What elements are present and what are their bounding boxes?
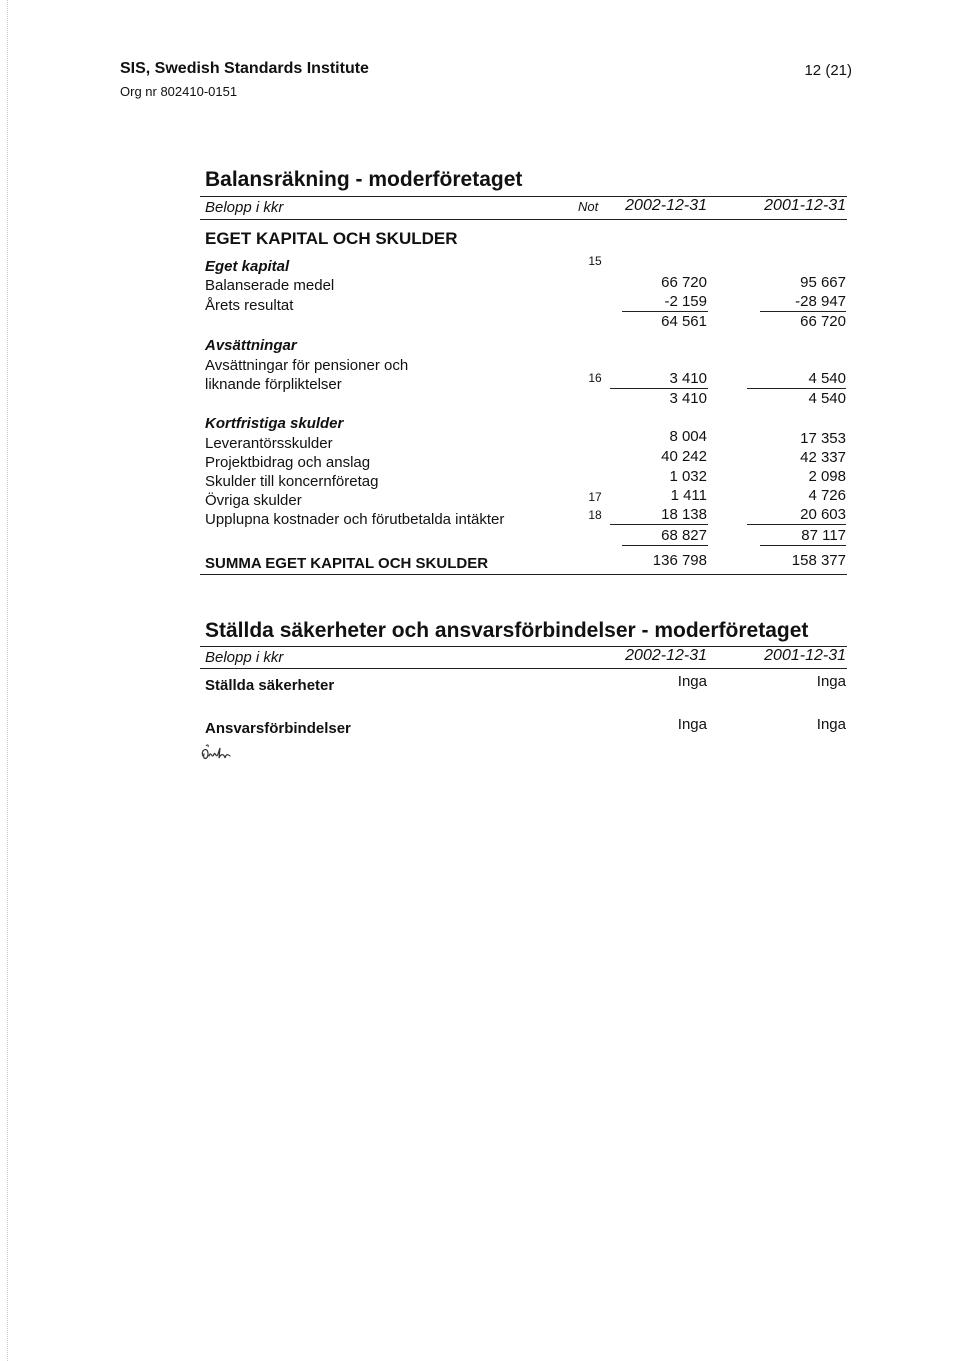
pledged-header-rule bbox=[200, 668, 847, 669]
scan-margin-line bbox=[7, 0, 8, 1361]
contingent-liabilities-2001: Inga bbox=[816, 716, 846, 733]
contingent-liabilities-2002: Inga bbox=[677, 716, 707, 733]
organization-name: SIS, Swedish Standards Institute bbox=[120, 60, 369, 77]
pledged-assets-label: Ställda säkerheter bbox=[205, 677, 335, 694]
value-2002: 1 032 bbox=[669, 468, 707, 485]
row-label: Leverantörsskulder bbox=[205, 435, 333, 452]
provisions-total-2001: 4 540 bbox=[808, 390, 846, 407]
row-note: 18 bbox=[588, 508, 602, 522]
pledged-assets-2001: Inga bbox=[816, 673, 846, 690]
value-2001: 17 353 bbox=[800, 430, 846, 447]
pledged-assets-2002: Inga bbox=[677, 673, 707, 690]
value-2002: 3 410 bbox=[669, 370, 707, 387]
page-number: 12 (21) bbox=[804, 62, 852, 79]
current-liabilities-total-2001: 87 117 bbox=[801, 527, 846, 544]
subtotal-line-2001 bbox=[747, 524, 846, 525]
handwritten-initials bbox=[198, 742, 238, 766]
pledged-title-rule bbox=[200, 646, 847, 647]
value-2002: 18 138 bbox=[661, 506, 707, 523]
title-rule bbox=[200, 196, 847, 197]
equity-heading: Eget kapital bbox=[205, 258, 290, 275]
value-2001: 4 540 bbox=[808, 370, 846, 387]
subtotal-line-2001 bbox=[760, 311, 846, 312]
grand-total-label: SUMMA EGET KAPITAL OCH SKULDER bbox=[205, 555, 489, 572]
subtotal-line-2002 bbox=[622, 311, 708, 312]
value-2002: -2 159 bbox=[664, 293, 707, 310]
pledged-title: Ställda säkerheter och ansvarsförbindelser - moderföretaget bbox=[205, 619, 809, 642]
value-2002: 1 411 bbox=[670, 487, 707, 504]
row-label: Projektbidrag och anslag bbox=[205, 454, 371, 471]
value-2001: 4 726 bbox=[808, 487, 846, 504]
amount-unit-label: Belopp i kkr bbox=[205, 199, 284, 216]
column-header-2002: 2002-12-31 bbox=[625, 197, 707, 214]
provisions-heading: Avsättningar bbox=[205, 337, 297, 354]
provisions-label-line2: liknande förpliktelser bbox=[205, 376, 342, 393]
row-note: 17 bbox=[588, 490, 602, 504]
column-header-2001: 2001-12-31 bbox=[764, 197, 846, 214]
contingent-liabilities-label: Ansvarsförbindelser bbox=[205, 720, 351, 737]
subtotal-line-2002 bbox=[610, 524, 708, 525]
section-heading: EGET KAPITAL OCH SKULDER bbox=[205, 229, 458, 248]
grand-total-2001: 158 377 bbox=[791, 552, 846, 569]
current-liabilities-total-2002: 68 827 bbox=[661, 527, 707, 544]
grand-total-rule bbox=[200, 574, 847, 575]
total-line-2002 bbox=[622, 545, 708, 546]
current-liabilities-heading: Kortfristiga skulder bbox=[205, 415, 344, 432]
pledged-amount-unit-label: Belopp i kkr bbox=[205, 649, 284, 666]
equity-note: 15 bbox=[588, 254, 602, 268]
grand-total-2002: 136 798 bbox=[652, 552, 707, 569]
subtotal-line-2001 bbox=[747, 388, 846, 389]
note-column-header: Not bbox=[578, 199, 599, 214]
total-line-2001 bbox=[760, 545, 846, 546]
value-2001: 20 603 bbox=[800, 506, 846, 523]
row-label: Upplupna kostnader och förutbetalda intäkter bbox=[205, 511, 505, 528]
provisions-total-2002: 3 410 bbox=[669, 390, 707, 407]
header-rule bbox=[200, 219, 847, 220]
value-2002: 40 242 bbox=[661, 448, 707, 465]
subtotal-line-2002 bbox=[610, 388, 708, 389]
pledged-column-header-2002: 2002-12-31 bbox=[625, 647, 707, 664]
organization-number: Org nr 802410-0151 bbox=[120, 84, 238, 99]
equity-total-2001: 66 720 bbox=[800, 313, 846, 330]
value-2001: -28 947 bbox=[795, 293, 846, 310]
row-label: Övriga skulder bbox=[205, 492, 302, 509]
value-2002: 8 004 bbox=[669, 428, 707, 445]
value-2002: 66 720 bbox=[661, 274, 707, 291]
value-2001: 2 098 bbox=[808, 468, 846, 485]
provisions-label-line1: Avsättningar för pensioner och bbox=[205, 357, 409, 374]
value-2001: 95 667 bbox=[800, 274, 846, 291]
row-label: Årets resultat bbox=[205, 297, 294, 314]
pledged-column-header-2001: 2001-12-31 bbox=[764, 647, 846, 664]
balance-sheet-title: Balansräkning - moderföretaget bbox=[205, 168, 523, 191]
value-2001: 42 337 bbox=[800, 449, 846, 466]
row-label: Balanserade medel bbox=[205, 277, 335, 294]
provisions-note: 16 bbox=[588, 371, 602, 385]
row-label: Skulder till koncernföretag bbox=[205, 473, 379, 490]
equity-total-2002: 64 561 bbox=[661, 313, 707, 330]
